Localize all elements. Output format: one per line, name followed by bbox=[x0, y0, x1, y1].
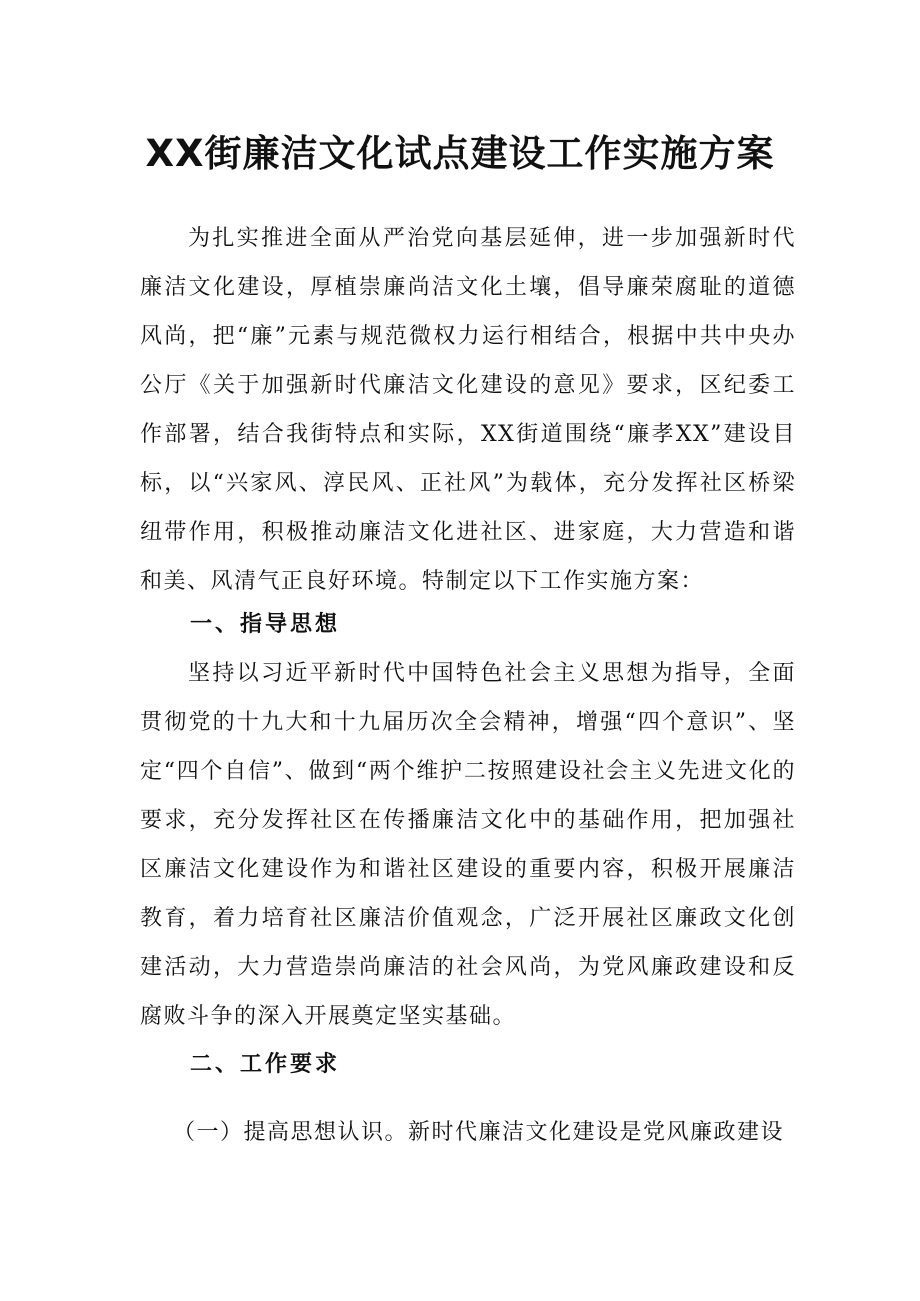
guiding-ideology-paragraph: 坚持以习近平新时代中国特色社会主义思想为指导，全面贯彻党的十九大和十九届历次全会精神，增强“四个意识”、坚定“四个自信”、做到“两个维护二按照建设社会主义先进文化的要求，充分发挥社区在传播廉洁文化中的基础作用，把加强社区廉洁文化建设作为和谐社区建设的重要内容，积极开展廉洁教育，着力培育社区廉洁价值观念，广泛开展社区廉政文化创建活动，大力营造崇尚廉洁的社会风尚，为党风廉政建设和反腐败斗争的深入开展奠定坚实基础。 bbox=[140, 661, 796, 1029]
section-heading-guiding-ideology: 一、指导思想 bbox=[190, 611, 341, 637]
document-title: XX街廉洁文化试点建设工作实施方案 bbox=[145, 132, 775, 175]
section-heading-work-requirements: 二、工作要求 bbox=[190, 1051, 341, 1077]
work-requirement-item-1: （一）提高思想认识。新时代廉洁文化建设是党风廉政建设 bbox=[173, 1120, 785, 1145]
intro-paragraph: 为扎实推进全面从严治党向基层延伸，进一步加强新时代廉洁文化建设，厚植崇廉尚洁文化土壤，倡导廉荣腐耻的道德风尚，把“廉”元素与规范微权力运行相结合，根据中共中央办公厅《关于加强新时代廉洁文化建设的意见》要求，区纪委工作部署，结合我街特点和实际，XX街道围绕“廉孝XX”建设目标，以“兴家风、淳民风、正社风”为载体，充分发挥社区桥梁纽带作用，积极推动廉洁文化进社区、进家庭，大力营造和谐和美、风清气正良好环境。特制定以下工作实施方案： bbox=[140, 226, 796, 594]
